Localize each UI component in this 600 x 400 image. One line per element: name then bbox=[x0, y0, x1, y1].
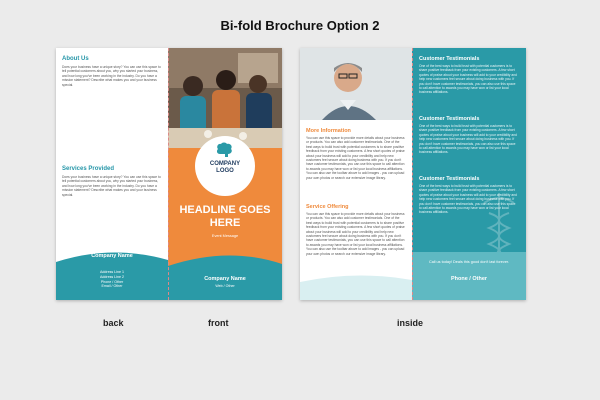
front-company-name: Company Name bbox=[204, 276, 246, 282]
testimonial-heading-1: Customer Testimonials bbox=[419, 56, 480, 62]
testimonial-heading-2: Customer Testimonials bbox=[419, 116, 480, 122]
cta-text: Call us today! Deals this good don't last forever. bbox=[428, 260, 510, 264]
group-photo bbox=[168, 48, 282, 148]
testimonial-text-3: One of the best ways to build trust with potential customers is to share positive feedback from your existing customers. A few short quotes of praise about your business will add to your credibility and help new customers feel secure about doing business with you. If you don't have customer testimonials, you can also use this space to call attention to awards you may have won or list your local business affiliations. bbox=[419, 184, 517, 215]
inside-left-panel bbox=[300, 48, 412, 300]
fold-line bbox=[168, 48, 169, 300]
more-info-heading: More Information bbox=[306, 128, 351, 134]
address-line-2: Address Line 2 bbox=[100, 274, 124, 279]
front-panel bbox=[168, 48, 282, 300]
portrait-photo bbox=[300, 48, 412, 120]
front-wave-graphic bbox=[168, 250, 282, 300]
logo-line-2: LOGO bbox=[216, 168, 234, 174]
back-company-name: Company Name bbox=[91, 253, 133, 259]
inside-wave-graphic bbox=[300, 270, 412, 300]
inside-phone-other: Phone / Other bbox=[450, 276, 488, 282]
back-panel bbox=[56, 48, 168, 300]
phone-other: Phone / Other bbox=[100, 279, 124, 284]
caption-inside: inside bbox=[397, 318, 424, 328]
headline-line-1: HEADLINE GOES bbox=[179, 204, 271, 216]
brain-icon bbox=[216, 142, 234, 158]
back-address-block bbox=[56, 270, 168, 289]
caption-back: back bbox=[103, 318, 124, 328]
front-web-other: Web / Other bbox=[215, 284, 235, 288]
services-heading: Services Provided bbox=[62, 166, 115, 172]
service-offering-heading: Service Offering bbox=[306, 204, 349, 210]
outside-sheet bbox=[56, 48, 282, 300]
inside-right-panel bbox=[412, 48, 526, 300]
service-offering-text: You can use this space to provide more details about your business or products. You can also add customer testimonials. One of the best ways to build trust with potential customers is to share positive feedback from your existing customers. A few short quotes of praise about your business will add to your credibility and help new customers feel secure about doing business with you. If you don't have customer testimonials, you can use this space to call attention to awards you may have won or list your local business affiliations. You can also use the toolbar above to add images - you can upload your own photos or search our extensive image library. bbox=[306, 212, 405, 256]
address-line-1: Address Line 1 bbox=[100, 270, 124, 274]
about-text: Does your business have a unique story? You can use this space to tell potential customers about you, why you started your business, and how long you've been working in the industry. Do you have a mission statement? Describe what makes you and your business special. bbox=[62, 65, 161, 87]
headline bbox=[168, 204, 282, 230]
testimonial-text-2: One of the best ways to build trust with potential customers is to share positive feedback from your existing customers. A few short quotes of praise about your business will add to your credibility and help new customers feel secure about doing business with you. If you don't have customer testimonials, you can also use this space to call attention to awards you may have won or list your local business affiliations. bbox=[419, 124, 517, 155]
testimonial-heading-3: Customer Testimonials bbox=[419, 176, 480, 182]
testimonial-text-1: One of the best ways to build trust with potential customers is to share positive feedback from your existing customers. A few short quotes of praise about your business will add to your credibility and help new customers feel secure about doing business with you. If you don't have customer testimonials, you can also use this space to call attention to awards you may have won or list your local business affiliations. bbox=[419, 64, 517, 95]
services-text: Does your business have a unique story? You can use this space to tell potential customers about you, why you started your business, and how long you've been working in the industry. Do you have a mission statement? Describe what makes you and your business special. bbox=[62, 175, 161, 197]
page-title: Bi-fold Brochure Option 2 bbox=[220, 18, 380, 33]
headline-line-2: HERE bbox=[209, 217, 241, 229]
email-other: Email / Other bbox=[101, 284, 123, 289]
event-message: Event Message bbox=[211, 234, 239, 238]
logo-line-1: COMPANY bbox=[209, 161, 241, 167]
more-info-text: You can use this space to provide more details about your business or products. You can also add customer testimonials. One of the best ways to build trust with potential customers is to share positive feedback from your existing customers. A few short quotes of praise about your business will add to your credibility and help new customers feel secure about doing business with you. If you don't have customer testimonials, you can use this space to call attention to awards you may have won or list your local business affiliations. You can also use the toolbar above to add images - you can upload your own photos or search our extensive image library. bbox=[306, 136, 405, 180]
fold-line bbox=[412, 48, 413, 300]
caption-front: front bbox=[208, 318, 229, 328]
about-heading: About Us bbox=[62, 56, 89, 62]
inside-sheet bbox=[300, 48, 526, 300]
